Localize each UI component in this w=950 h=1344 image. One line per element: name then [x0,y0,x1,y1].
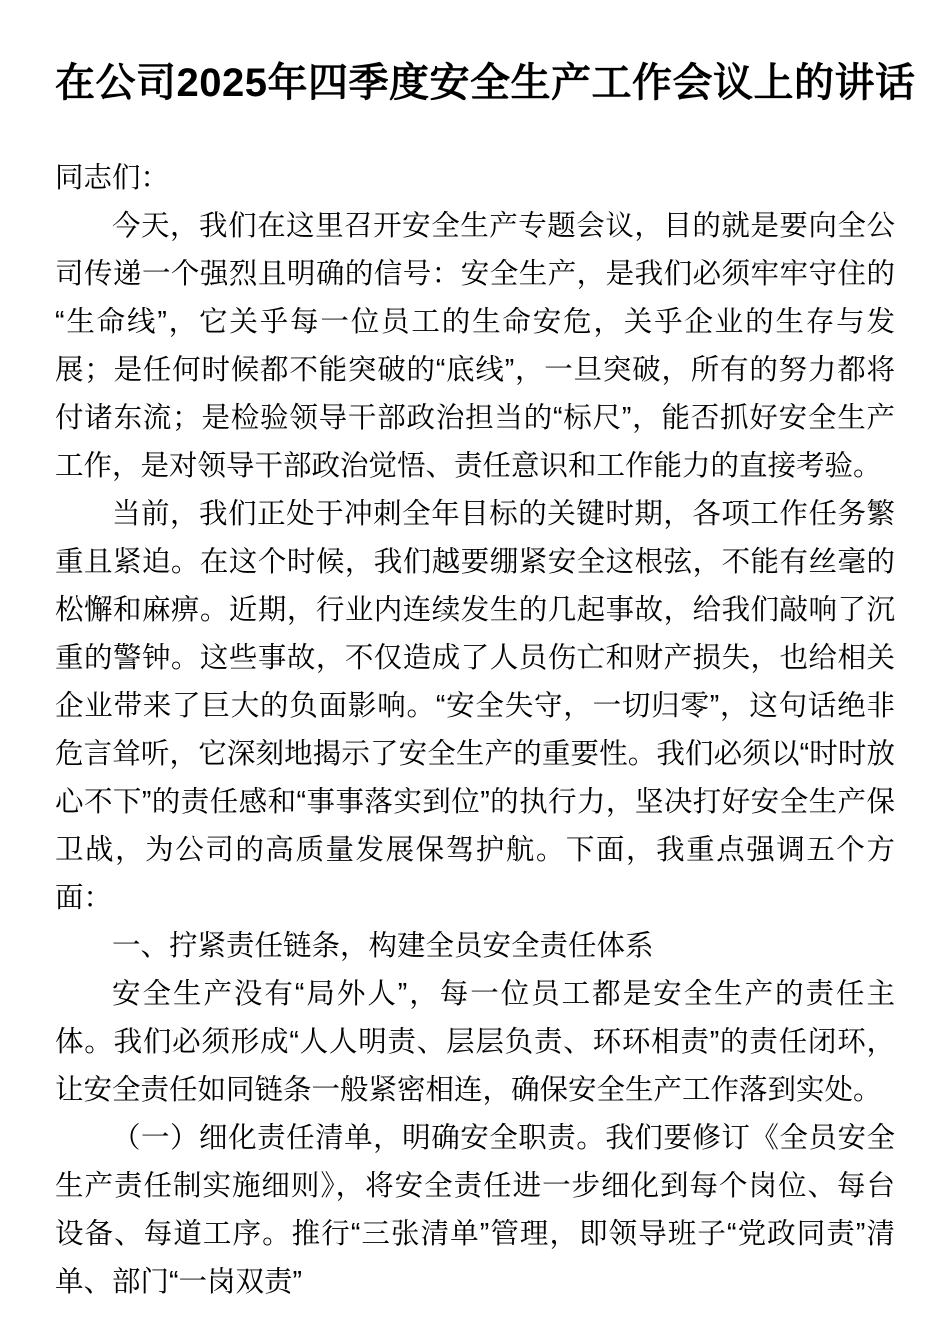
paragraph-subsection-one-one: （一）细化责任清单，明确安全职责。我们要修订《全员安全生产责任制实施细则》，将安全责任进一步细化到每个岗位、每台设备、每道工序。推行“三张清单”管理，即领导班子“党政同责”清单、部门“一岗双责” [55,1122,895,1298]
heading-section-one: 一、拧紧责任链条，构建全员安全责任体系 [112,930,654,962]
salutation: 同志们： [55,162,170,194]
title-spacer [55,110,895,154]
document-body [55,0,916,1306]
paragraph-current-situation: 当前，我们正处于冲刺全年目标的关键时期，各项工作任务繁重且紧迫。在这个时候，我们越要绷紧安全这根弦，不能有丝毫的松懈和麻痹。近期，行业内连续发生的几起事故，给我们敲响了沉重的警钟。这些事故，不仅造成了人员伤亡和财产损失，也给相关企业带来了巨大的负面影响。“安全失守，一切归零”，这句话绝非危言耸听，它深刻地揭示了安全生产的重要性。我们必须以“时时放心不下”的责任感和“事事落实到位”的执行力，坚决打好安全生产保卫战，为公司的高质量发展保驾护航。下面，我重点强调五个方面： [55,498,895,914]
paragraph-opening: 今天，我们在这里召开安全生产专题会议，目的就是要向全公司传递一个强烈且明确的信号：安全生产，是我们必须牢牢守住的“生命线”，它关乎每一位员工的生命安危，关乎企业的生存与发展；是任何时候都不能突破的“底线”，一旦突破，所有的努力都将付诸东流；是检验领导干部政治担当的“标尺”，能否抓好安全生产工作，是对领导干部政治觉悟、责任意识和工作能力的直接考验。 [55,210,895,482]
page-title: 在公司2025年四季度安全生产工作会议上的讲话 [55,61,916,105]
paragraph-section-one-intro: 安全生产没有“局外人”，每一位员工都是安全生产的责任主体。我们必须形成“人人明责、层层负责、环环相责”的责任闭环，让安全责任如同链条一般紧密相连，确保安全生产工作落到实处。 [55,978,895,1106]
